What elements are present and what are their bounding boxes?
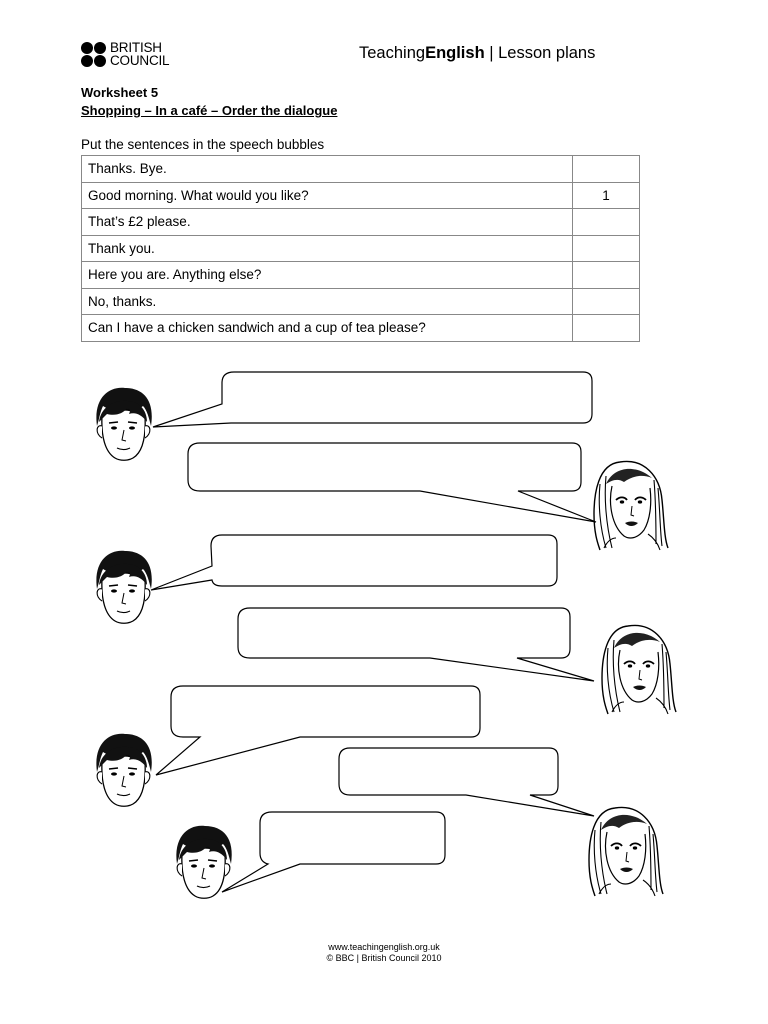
girl-face-icon <box>589 807 663 896</box>
footer-url: www.teachingenglish.org.uk <box>328 942 440 952</box>
sentence-cell: Thank you. <box>82 235 573 262</box>
speech-bubble[interactable] <box>188 443 596 522</box>
speech-bubble[interactable] <box>153 372 592 427</box>
girl-face-icon <box>602 625 676 714</box>
speech-bubble[interactable] <box>238 608 594 681</box>
brand-bold: English <box>425 44 485 62</box>
sentence-cell: Here you are. Anything else? <box>82 262 573 289</box>
sentence-cell: No, thanks. <box>82 288 573 315</box>
boy-face-icon <box>176 826 231 898</box>
worksheet-title: Shopping – In a café – Order the dialogue <box>81 103 338 118</box>
worksheet-number: Worksheet 5 <box>81 85 159 100</box>
brand-suffix: | Lesson plans <box>484 44 596 62</box>
footer <box>0 942 768 964</box>
speech-bubble[interactable] <box>151 535 557 590</box>
sentence-cell: Good morning. What would you like? <box>82 182 573 209</box>
boy-face-icon <box>96 551 151 623</box>
speech-bubble[interactable] <box>222 812 445 892</box>
footer-copyright: © BBC | British Council 2010 <box>326 953 442 963</box>
sentence-cell: That’s £2 please. <box>82 209 573 236</box>
boy-face-icon <box>96 734 151 806</box>
boy-face-icon <box>96 388 151 460</box>
sentence-cell: Thanks. Bye. <box>82 156 573 183</box>
logo-text: BRITISH COUNCIL <box>110 40 170 68</box>
girl-face-icon <box>594 461 668 550</box>
sentence-cell: Can I have a chicken sandwich and a cup of tea please? <box>82 315 573 342</box>
order-cell[interactable]: 1 <box>573 182 640 209</box>
speech-bubble[interactable] <box>339 748 594 816</box>
brand-regular: Teaching <box>359 44 426 62</box>
instruction-text: Put the sentences in the speech bubbles <box>81 137 325 152</box>
